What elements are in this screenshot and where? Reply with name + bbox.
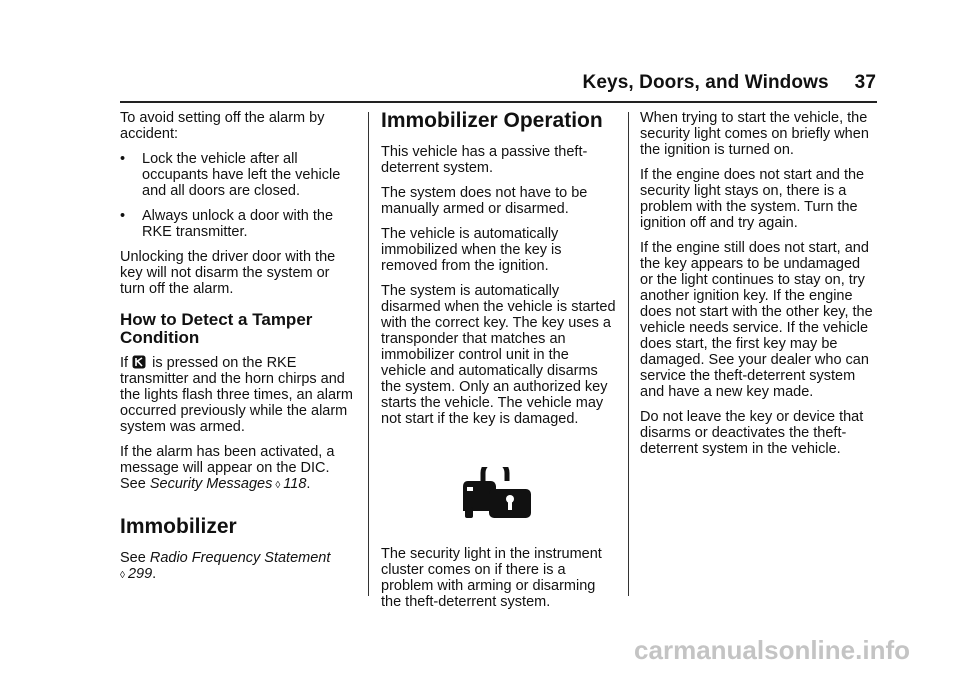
- radio-paragraph: See Radio Frequency Statement ◊ 299.: [120, 550, 331, 582]
- bullet-item: [120, 151, 356, 199]
- bullet-text: Lock the vehicle after all occupants have left the vehicle and all doors are closed.: [142, 151, 341, 199]
- paragraph: If the engine does not start and the security light stays on, there is a problem with the system. Turn the ignition off and try again.: [640, 167, 865, 231]
- page-number: 37: [854, 72, 876, 93]
- paragraph: If the engine still does not start, and the key appears to be undamaged or the light continues to stay on, try another ignition key. If the engine does not start with the other key, the vehicle needs service. If the vehicle does start, the first key may be damaged. See your dealer who can service the theft-deterrent system and have a new key made.: [640, 240, 873, 400]
- immobilizer-operation-heading: Immobilizer Operation: [381, 109, 603, 132]
- column-divider-2: [628, 112, 629, 596]
- tamper-heading: How to Detect a Tamper Condition: [120, 310, 313, 347]
- see-label: See: [120, 550, 146, 566]
- header-rule: [120, 101, 877, 103]
- rke-button-icon: [132, 355, 146, 369]
- column-divider-1: [368, 112, 369, 596]
- paragraph: The system does not have to be manually armed or disarmed.: [381, 185, 588, 217]
- tamper-paragraph: [120, 355, 356, 435]
- tamper-rest: is pressed on the RKE transmitter and the horn chirps and the lights flash three times, an alarm occurred previously while the alarm system was armed.: [120, 355, 353, 435]
- alarm-intro: To avoid setting off the alarm by accident:: [120, 110, 325, 142]
- radio-page-ref[interactable]: 299: [127, 566, 153, 582]
- alarm-text: If the alarm has been activated, a message will appear on the DIC. See: [120, 444, 335, 492]
- immobilizer-heading: Immobilizer: [120, 515, 237, 538]
- paragraph: Do not leave the key or device that disarms or deactivates the theft-deterrent system in the vehicle.: [640, 409, 864, 457]
- unlock-note: Unlocking the driver door with the key will not disarm the system or turn off the alarm.: [120, 249, 336, 297]
- paragraph: The system is automatically disarmed when the vehicle is started with the correct key. The key uses a transponder that matches an immobilizer control unit in the vehicle and automatically disarms the system. Only an authorized key starts the vehicle. The vehicle may not start if the key is damaged.: [381, 283, 616, 427]
- page-header: [583, 72, 876, 94]
- security-messages-link[interactable]: Security Messages: [149, 476, 273, 492]
- security-light-paragraph: The security light in the instrument cluster comes on if there is a problem with arming or disarming the theft-deterrent system.: [381, 546, 602, 610]
- column-2: [381, 110, 617, 619]
- alarm-page-ref[interactable]: 118: [283, 476, 307, 492]
- paragraph: When trying to start the vehicle, the security light comes on briefly when the ignition is turned on.: [640, 110, 869, 158]
- tamper-if: If: [120, 355, 129, 371]
- column-3: [640, 110, 876, 466]
- security-light-icon: [461, 467, 533, 519]
- bullet-glyph: •: [120, 208, 126, 224]
- paragraph: The vehicle is automatically immobilized when the key is removed from the ignition.: [381, 226, 562, 274]
- watermark: carmanualsonline.info: [634, 635, 910, 665]
- bullet-text: Always unlock a door with the RKE transmitter.: [142, 208, 334, 240]
- alarm-paragraph: If the alarm has been activated, a message will appear on the DIC. See Security Messages ◊ 118.: [120, 444, 335, 492]
- page-ref-arrow: ◊: [275, 480, 281, 491]
- bullet-glyph: •: [120, 151, 126, 167]
- radio-frequency-link[interactable]: Radio Frequency Statement: [149, 550, 331, 566]
- paragraph: This vehicle has a passive theft-deterrent system.: [381, 144, 588, 176]
- bullet-item: [120, 208, 356, 240]
- page-ref-arrow: ◊: [120, 570, 125, 581]
- section-title: Keys, Doors, and Windows: [582, 72, 829, 93]
- column-1: [120, 110, 356, 593]
